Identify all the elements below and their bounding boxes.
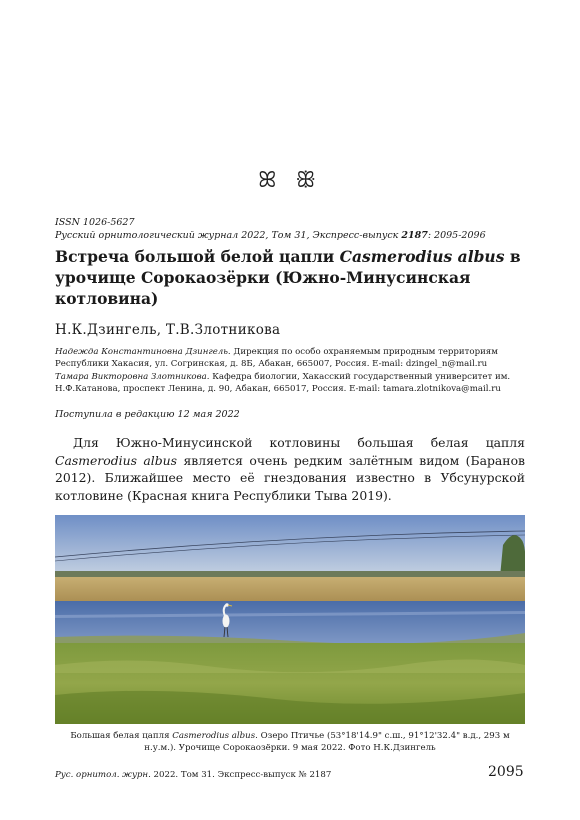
title-part2: в урочище Сорокаозёрки (Южно-Минусинская котловина) — [55, 247, 521, 308]
article-title — [55, 246, 535, 309]
caption-species: Casmerodius albus — [172, 731, 256, 741]
ornament: ꕤ ꕥ — [258, 168, 322, 193]
issue-number: 2187 — [401, 230, 428, 241]
authors: Н.К.Дзингель, Т.В.Злотникова — [55, 322, 281, 338]
affiliation-2 — [55, 371, 535, 396]
title-species: Casmerodius albus — [339, 247, 505, 266]
body-paragraph — [55, 434, 525, 504]
affiliation-text: Кафедра биологии, Хакасский государственный университет им. Н.Ф.Катанова, проспект Ленина, д. 90, Абакан, 665017, Россия. E-mail: tamara.zlotnikova@mail.ru — [55, 371, 511, 395]
heron-photo — [55, 515, 525, 724]
journal-line — [55, 229, 486, 242]
affiliation-text: Дирекция по особо охраняемым природным территориям Республики Хакасия, ул. Согринская, д. 8Б, Абакан, 665007, Россия. E-mail: dzingel_n@mail.ru — [55, 347, 498, 370]
title-part1: Встреча большой белой цапли — [55, 247, 340, 266]
affiliations — [55, 346, 535, 396]
footer-citation — [55, 770, 331, 780]
affiliation-name: Надежда Константиновна Дзингель. — [55, 347, 231, 357]
issn-line: ISSN 1026-5627 — [55, 217, 135, 228]
body-part1: Для Южно-Минусинской котловины большая белая цапля — [73, 435, 525, 450]
body-species: Casmerodius albus — [55, 452, 178, 468]
affiliation-name: Тамара Викторовна Злотникова. — [55, 371, 210, 382]
footer-issue: 2022. Том 31. Экспресс-выпуск № 2187 — [150, 770, 332, 780]
sky — [55, 515, 525, 577]
far-shore — [55, 571, 525, 577]
received-date: Поступила в редакцию 12 мая 2022 — [55, 409, 240, 420]
affiliation-1 — [55, 346, 535, 371]
page-number: 2095 — [488, 764, 524, 780]
caption-part1: Большая белая цапля — [70, 731, 173, 741]
caption-part2: . Озеро Птичье (53°18'14.9" с.ш., 91°12'32.4" в.д., 293 м н.у.м.). Урочище Сорокаозёрки. 9 мая 2022. Фото Н.К.Дзингель — [144, 731, 510, 753]
photo-scene — [55, 515, 525, 724]
page-range: : 2095-2096 — [427, 230, 486, 241]
journal-prefix: Русский орнитологический журнал 2022, Том 31, Экспресс-выпуск — [55, 230, 402, 241]
body-part2: является очень редким залётным видом (Баранов 2012). Ближайшее место её гнездования известно в Убсунурской котловине (Красная книга Республики Тыва 2019). — [55, 452, 526, 503]
figure-caption — [55, 730, 525, 754]
reed-bed — [55, 577, 525, 603]
footer-journal-abbr: Рус. орнитол. журн. — [55, 770, 151, 780]
